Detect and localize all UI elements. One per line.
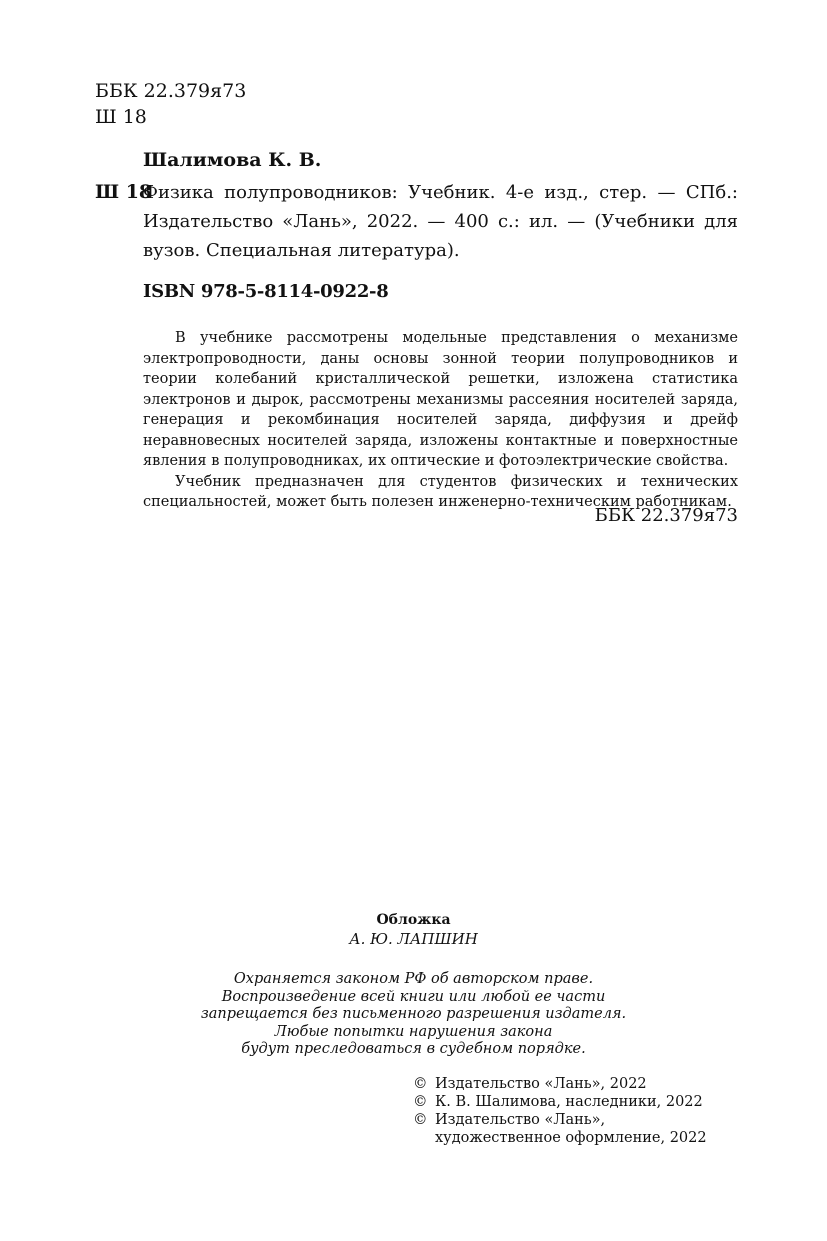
abstract-paragraph: Учебник предназначен для студентов физических и технических специальностей, может быть полезен инженерно-техническим работникам. [143, 473, 738, 510]
copyright-text: художественное оформление, 2022 [435, 1130, 707, 1146]
abstract-bbk: ББК 22.379я73 [594, 505, 738, 526]
bbk-header [95, 78, 246, 130]
isbn: ISBN 978-5-8114-0922-8 [143, 281, 389, 302]
notice-line: Любые попытки нарушения закона [274, 1023, 553, 1040]
cover-label: Обложка [376, 912, 451, 928]
abstract [143, 328, 738, 513]
copyright-line [413, 1093, 707, 1111]
copyright-line [413, 1111, 707, 1129]
author-name: Шалимова К. В. [143, 149, 322, 171]
abstract-paragraph: В учебнике рассмотрены модельные представления о механизме электропроводности, даны основы зонной теории полупроводников и теории колебаний кристаллической решетки, изложена статистика электронов и дырок, рассмотрены механизмы рассеяния носителей заряда, генерация и рекомбинация носителей заряда, диффузия и дрейф неравновесных носителей заряда, изложены контактные и поверхностные явления в полупроводниках, их оптические и фотоэлектрические свойства. [143, 330, 738, 469]
notice-line: будут преследоваться в судебном порядке. [241, 1041, 586, 1057]
copyright-icon: © [413, 1112, 428, 1128]
copyright-text: Издательство «Лань», [435, 1112, 606, 1128]
copyright-holders [413, 1075, 707, 1147]
notice-line: Воспроизведение всей книги или любой ее части [221, 988, 606, 1005]
copyright-notice [0, 971, 827, 1059]
copyright-icon: © [413, 1076, 428, 1092]
cover-artist: А. Ю. ЛАПШИН [349, 930, 478, 948]
bbk-code: ББК 22.379я73 [95, 80, 247, 102]
author-mark: Ш 18 [95, 181, 153, 203]
author-code: Ш 18 [95, 106, 147, 128]
copyright-line [413, 1075, 707, 1093]
notice-line: Охраняется законом РФ об авторском праве. [233, 971, 594, 987]
copyright-text: Издательство «Лань», 2022 [435, 1076, 647, 1092]
notice-line: запрещается без письменного разрешения издателя. [200, 1006, 627, 1022]
bibliographic-description: Физика полупроводников: Учебник. 4-е изд., стер. — СПб.: Издательство «Лань», 2022. — 400 с.: ил. — (Учебники для вузов. Специальная литература). [143, 182, 738, 261]
copyright-icon: © [413, 1094, 428, 1110]
copyright-text: К. В. Шалимова, наследники, 2022 [435, 1094, 703, 1110]
